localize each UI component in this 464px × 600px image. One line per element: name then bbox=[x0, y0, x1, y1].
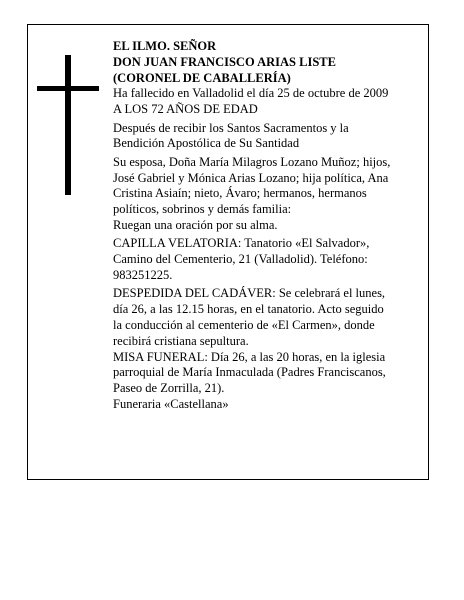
prayer-request: Ruegan una oración por su alma. bbox=[113, 217, 278, 232]
farewell-line-4: recibirá cristiana sepultura. bbox=[113, 333, 249, 348]
cross-horizontal-bar bbox=[37, 86, 99, 91]
funeral-home: Funeraria «Castellana» bbox=[113, 396, 229, 411]
obituary-text bbox=[113, 39, 425, 413]
family-line-1: Su esposa, Doña María Milagros Lozano Muñoz; hijos, bbox=[113, 154, 391, 169]
deceased-name: DON JUAN FRANCISCO ARIAS LISTE bbox=[113, 54, 336, 69]
family-line-2: José Gabriel y Mónica Arias Lozano; hija política, Ana bbox=[113, 170, 389, 185]
death-announcement: Ha fallecido en Valladolid el día 25 de octubre de 2009 bbox=[113, 86, 389, 101]
honorific-title: EL ILMO. SEÑOR bbox=[113, 39, 217, 53]
sacraments-line-1: Después de recibir los Santos Sacramentos y la bbox=[113, 120, 349, 135]
sacraments-line-2: Bendición Apostólica de Su Santidad bbox=[113, 136, 300, 151]
mass-line-3: Paseo de Zorrilla, 21). bbox=[113, 381, 225, 396]
chapel-line-2: Camino del Cementerio, 21 (Valladolid). Teléfono: bbox=[113, 252, 368, 267]
mass-line-2: parroquial de María Inmaculada (Padres Franciscanos, bbox=[113, 365, 386, 380]
mass-line-1: MISA FUNERAL: Día 26, a las 20 horas, en la iglesia bbox=[113, 349, 386, 364]
family-line-3: Cristina Asiaín; nieto, Ávaro; hermanos, hermanos bbox=[113, 186, 367, 201]
age-at-death: A LOS 72 AÑOS DE EDAD bbox=[113, 102, 258, 117]
farewell-line-2: día 26, a las 12.15 horas, en el tanatorio. Acto seguido bbox=[113, 302, 384, 317]
chapel-line-1: CAPILLA VELATORIA: Tanatorio «El Salvador», bbox=[113, 236, 370, 251]
family-line-4: políticos, sobrinos y demás familia: bbox=[113, 202, 292, 217]
cross-vertical-bar bbox=[65, 55, 71, 195]
farewell-line-3: la conducción al cementerio de «El Carmen», donde bbox=[113, 317, 375, 332]
chapel-phone: 983251225. bbox=[113, 267, 173, 282]
farewell-line-1: DESPEDIDA DEL CADÁVER: Se celebrará el lunes, bbox=[113, 286, 386, 301]
deceased-rank: (CORONEL DE CABALLERÍA) bbox=[113, 70, 291, 85]
